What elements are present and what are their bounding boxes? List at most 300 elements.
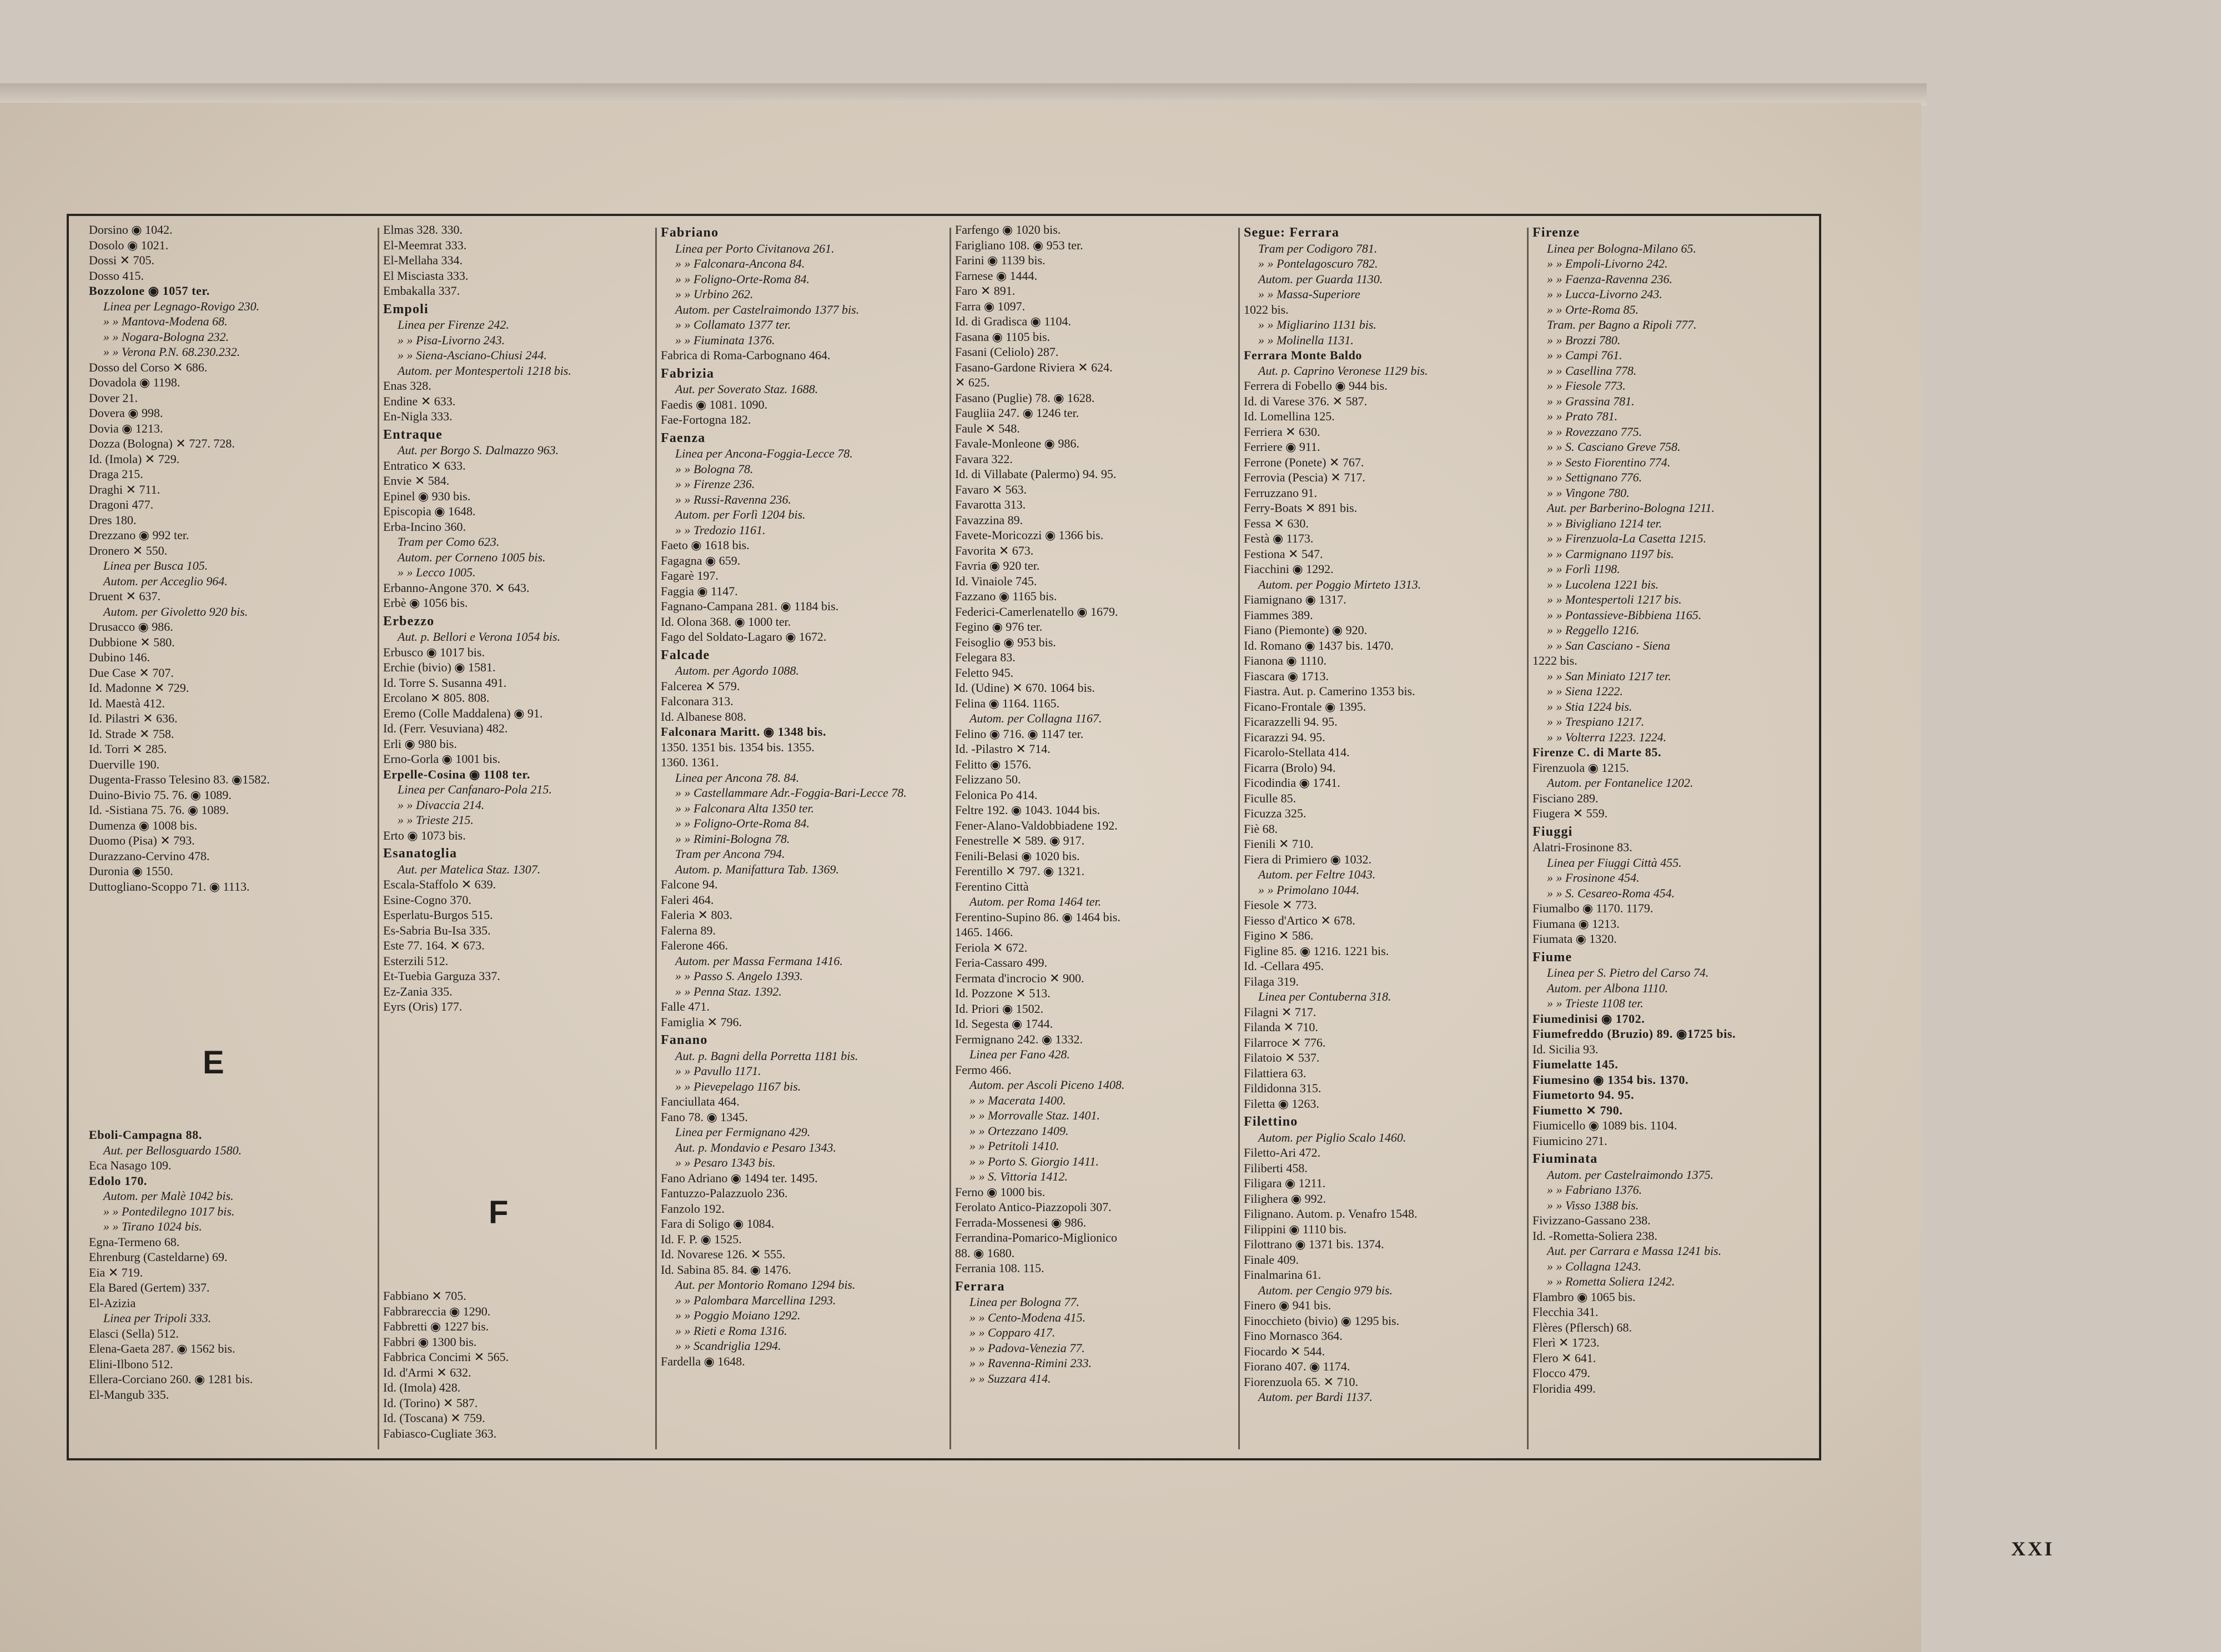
index-entry: Favazzina 89. xyxy=(955,513,1023,527)
index-entry: Fiè 68. xyxy=(1244,821,1278,836)
index-entry: Fiumefreddo (Bruzio) 89. ◉1725 bis. xyxy=(1532,1027,1736,1041)
index-entry: Faule ✕ 548. xyxy=(955,421,1020,435)
index-entry: » » Morrovalle Staz. 1401. xyxy=(969,1108,1101,1122)
column-6 xyxy=(1532,222,1818,1455)
index-entry: Eboli-Campagna 88. xyxy=(89,1128,202,1142)
index-entry: » » Porto S. Giorgio 1411. xyxy=(969,1154,1099,1168)
index-entry: Favaro ✕ 563. xyxy=(955,482,1027,496)
index-entry: Felizzano 50. xyxy=(955,772,1021,786)
index-entry: Tram. per Bagno a Ripoli 777. xyxy=(1547,318,1697,332)
index-entry: Favria ◉ 920 ter. xyxy=(955,559,1040,573)
index-entry: Fiumicello ◉ 1089 bis. 1104. xyxy=(1532,1118,1677,1132)
index-entry: Falcone 94. xyxy=(661,877,718,891)
index-entry: Fisciano 289. xyxy=(1532,791,1599,805)
index-entry: » » Padova-Venezia 77. xyxy=(969,1340,1085,1355)
index-entry: Linea per Firenze 242. xyxy=(398,318,509,332)
index-entry: Favorita ✕ 673. xyxy=(955,543,1034,558)
index-entry: Ferriera ✕ 630. xyxy=(1244,424,1320,439)
index-entry: » » Casellina 778. xyxy=(1547,363,1637,378)
column-1-lower xyxy=(89,1127,375,1455)
index-entry: Autom. per Guarda 1130. xyxy=(1258,272,1383,286)
index-entry: Faro ✕ 891. xyxy=(955,284,1016,298)
index-entry: Episcopia ◉ 1648. xyxy=(383,504,476,518)
index-entry: » » S. Cesareo-Roma 454. xyxy=(1547,886,1675,900)
index-entry: Este 77. 164. ✕ 673. xyxy=(383,938,485,952)
index-entry: » » Passo S. Angelo 1393. xyxy=(675,969,803,983)
index-entry: Fivizzano-Gassano 238. xyxy=(1532,1213,1651,1227)
index-entry: Aut. per Bellosguardo 1580. xyxy=(103,1143,242,1157)
index-entry: Filottrano ◉ 1371 bis. 1374. xyxy=(1244,1237,1384,1251)
index-entry: Ficarazzi 94. 95. xyxy=(1244,730,1325,744)
index-entry: » » Pontedilegno 1017 bis. xyxy=(103,1204,235,1218)
index-entry: Ficuzza 325. xyxy=(1244,806,1307,820)
index-entry: Id. d'Armi ✕ 632. xyxy=(383,1365,471,1379)
index-entry: Filettino xyxy=(1244,1114,1298,1129)
index-entry: Autom. per Collagna 1167. xyxy=(969,711,1102,725)
index-entry: Esterzili 512. xyxy=(383,953,449,968)
index-entry: Feria-Cassaro 499. xyxy=(955,956,1048,970)
index-entry: Fasano (Puglie) 78. ◉ 1628. xyxy=(955,390,1095,405)
index-entry: » » Collamato 1377 ter. xyxy=(675,318,791,332)
index-entry: Fagarè 197. xyxy=(661,569,718,583)
index-entry: Flères (Pflersch) 68. xyxy=(1532,1320,1632,1334)
column-rule xyxy=(655,228,657,1449)
index-entry: Farini ◉ 1139 bis. xyxy=(955,253,1046,267)
index-entry: Erpelle-Cosina ◉ 1108 ter. xyxy=(383,767,530,781)
index-entry: Eremo (Colle Maddalena) ◉ 91. xyxy=(383,706,543,720)
index-entry: Fermo 466. xyxy=(955,1062,1012,1077)
index-entry: Flambro ◉ 1065 bis. xyxy=(1532,1289,1636,1304)
index-entry: Firenze C. di Marte 85. xyxy=(1532,745,1662,759)
index-entry: Fiugera ✕ 559. xyxy=(1532,806,1608,820)
index-entry: Autom. per Fontanelice 1202. xyxy=(1547,776,1694,790)
index-entry: » » Firenze 236. xyxy=(675,477,755,491)
index-entry: Fino Mornasco 364. xyxy=(1244,1329,1343,1343)
index-entry: Ferentino-Supino 86. ◉ 1464 bis. xyxy=(955,910,1120,924)
index-entry: Fiesole ✕ 773. xyxy=(1244,898,1317,912)
index-entry: Fiumesino ◉ 1354 bis. 1370. xyxy=(1532,1072,1689,1087)
index-entry: Ficarolo-Stellata 414. xyxy=(1244,745,1350,759)
index-entry: Farigliano 108. ◉ 953 ter. xyxy=(955,238,1083,252)
index-entry: » » Brozzi 780. xyxy=(1547,333,1621,347)
index-entry: Id. Torri ✕ 285. xyxy=(89,742,167,756)
index-entry: Ferriere ◉ 911. xyxy=(1244,440,1320,454)
index-entry: Draga 215. xyxy=(89,467,143,481)
index-entry: Duino-Bivio 75. 76. ◉ 1089. xyxy=(89,787,232,802)
index-entry: Fiascara ◉ 1713. xyxy=(1244,669,1329,683)
index-entry: Ferrovia (Pescia) ✕ 717. xyxy=(1244,470,1365,484)
index-entry: Id. (Imola) 428. xyxy=(383,1380,461,1394)
index-entry: » » Petritoli 1410. xyxy=(969,1139,1059,1153)
index-entry: » » Pievepelago 1167 bis. xyxy=(675,1079,801,1093)
index-entry: Autom. per Bardi 1137. xyxy=(1258,1390,1373,1404)
index-entry: Autom. per Massa Fermana 1416. xyxy=(675,953,843,968)
index-entry: Famiglia ✕ 796. xyxy=(661,1015,742,1029)
index-entry: Id. Sicilia 93. xyxy=(1532,1042,1599,1056)
index-entry: Fagagna ◉ 659. xyxy=(661,553,741,568)
index-entry: Firenze xyxy=(1532,225,1580,240)
index-entry: Falcade xyxy=(661,647,710,662)
index-entry: Fiera di Primiero ◉ 1032. xyxy=(1244,852,1372,866)
index-entry: Feriola ✕ 672. xyxy=(955,940,1028,955)
index-entry: Filignano. Autom. p. Venafro 1548. xyxy=(1244,1207,1418,1221)
index-entry: Fiorenzuola 65. ✕ 710. xyxy=(1244,1374,1359,1389)
index-entry: Fiano (Piemonte) ◉ 920. xyxy=(1244,623,1368,637)
index-entry: Ellera-Corciano 260. ◉ 1281 bis. xyxy=(89,1372,253,1386)
index-entry: Autom. per Castelraimondo 1377 bis. xyxy=(675,302,860,317)
index-entry: 88. ◉ 1680. xyxy=(955,1246,1015,1260)
index-entry: » » Collagna 1243. xyxy=(1547,1259,1641,1273)
index-entry: » » Migliarino 1131 bis. xyxy=(1258,318,1376,332)
index-entry: Dres 180. xyxy=(89,513,137,527)
index-entry: Id. Novarese 126. ✕ 555. xyxy=(661,1247,786,1261)
index-entry: Fiuggi xyxy=(1532,824,1573,839)
index-entry: » » Siena-Asciano-Chiusi 244. xyxy=(398,348,547,362)
index-entry: Favete-Moricozzi ◉ 1366 bis. xyxy=(955,528,1104,542)
index-entry: Ficarazzelli 94. 95. xyxy=(1244,715,1338,729)
index-entry: Fae-Fortogna 182. xyxy=(661,413,751,426)
index-entry: Autom. p. Manifattura Tab. 1369. xyxy=(675,862,839,876)
index-entry: Bozzolone ◉ 1057 ter. xyxy=(89,284,210,298)
index-entry: Faenza xyxy=(661,430,706,445)
index-entry: Aut. per Soverato Staz. 1688. xyxy=(675,382,818,396)
index-entry: » » Lucca-Livorno 243. xyxy=(1547,287,1662,301)
index-entry: Esperlatu-Burgos 515. xyxy=(383,908,493,922)
index-entry: Id. di Villabate (Palermo) 94. 95. xyxy=(955,467,1117,481)
index-entry: Fienili ✕ 710. xyxy=(1244,837,1314,851)
index-entry: Erba-Incino 360. xyxy=(383,519,466,534)
index-entry: Ferrandina-Pomarico-Miglionico xyxy=(955,1231,1118,1244)
index-entry: Filiberti 458. xyxy=(1244,1161,1308,1175)
index-entry: Dovia ◉ 1213. xyxy=(89,421,163,435)
index-entry: » » Divaccia 214. xyxy=(398,797,485,812)
index-entry: » » Pontelagoscuro 782. xyxy=(1258,257,1378,270)
index-entry: » » Foligno-Orte-Roma 84. xyxy=(675,272,810,286)
index-entry: Dubbione ✕ 580. xyxy=(89,635,175,649)
index-entry: Felina ◉ 1164. 1165. xyxy=(955,696,1060,710)
index-entry: Fildidonna 315. xyxy=(1244,1081,1321,1095)
index-entry: Segue: Ferrara xyxy=(1244,225,1340,240)
index-entry: Falcerea ✕ 579. xyxy=(661,679,740,693)
index-entry: » » Faenza-Ravenna 236. xyxy=(1547,272,1673,286)
index-entry: Linea per Ancona-Foggia-Lecce 78. xyxy=(675,446,853,460)
index-entry: Erbè ◉ 1056 bis. xyxy=(383,596,468,610)
index-entry: » » Castellammare Adr.-Foggia-Bari-Lecce 78. xyxy=(675,786,907,800)
index-entry: Fabbretti ◉ 1227 bis. xyxy=(383,1319,489,1333)
index-entry: Id. (Ferr. Vesuviana) 482. xyxy=(383,721,508,735)
index-entry: Tram per Como 623. xyxy=(398,535,500,549)
index-entry: Fazzano ◉ 1165 bis. xyxy=(955,589,1057,603)
index-entry: » » S. Vittoria 1412. xyxy=(969,1169,1068,1183)
index-entry: Autom. per Roma 1464 ter. xyxy=(969,895,1102,908)
index-entry: » » Poggio Moiano 1292. xyxy=(675,1308,801,1322)
index-entry: Entraque xyxy=(383,427,443,442)
index-entry: » » Prato 781. xyxy=(1547,409,1618,423)
index-entry: » » Mantova-Modena 68. xyxy=(103,314,228,328)
index-entry: Dosso del Corso ✕ 686. xyxy=(89,360,208,374)
index-entry: Erbusco ◉ 1017 bis. xyxy=(383,645,485,659)
index-entry: Embakalla 337. xyxy=(383,284,460,298)
column-5 xyxy=(1244,222,1524,1455)
index-entry: Fara di Soligo ◉ 1084. xyxy=(661,1217,775,1231)
index-entry: Edolo 170. xyxy=(89,1173,148,1188)
index-entry: » » Macerata 1400. xyxy=(969,1093,1066,1107)
index-entry: Fanzolo 192. xyxy=(661,1201,725,1216)
index-entry: Entratico ✕ 633. xyxy=(383,458,466,473)
index-entry: Farfengo ◉ 1020 bis. xyxy=(955,223,1061,237)
index-entry: Id. Olona 368. ◉ 1000 ter. xyxy=(661,614,791,629)
index-entry: Aut. per Carrara e Massa 1241 bis. xyxy=(1547,1244,1722,1258)
index-entry: Falerone 466. xyxy=(661,938,728,952)
index-entry: » » Russi-Ravenna 236. xyxy=(675,492,791,506)
index-entry: Ercolano ✕ 805. 808. xyxy=(383,691,490,705)
index-entry: Fiumana ◉ 1213. xyxy=(1532,916,1620,931)
index-entry: Autom. per Givoletto 920 bis. xyxy=(103,604,248,619)
index-entry: » » Rieti e Roma 1316. xyxy=(675,1323,787,1338)
index-entry: Figino ✕ 586. xyxy=(1244,928,1314,942)
index-entry: Aut. per Borgo S. Dalmazzo 963. xyxy=(398,443,559,457)
index-entry: Dovadola ◉ 1198. xyxy=(89,375,180,389)
index-entry: » » San Casciano - Siena xyxy=(1547,638,1670,652)
index-entry: Fiumedinisi ◉ 1702. xyxy=(1532,1011,1645,1026)
index-entry: » » S. Casciano Greve 758. xyxy=(1547,440,1681,454)
index-entry: Filippini ◉ 1110 bis. xyxy=(1244,1222,1347,1236)
index-entry: Ferno ◉ 1000 bis. xyxy=(955,1184,1046,1199)
index-entry: Fabiasco-Cugliate 363. xyxy=(383,1426,497,1440)
index-entry: Id. (Udine) ✕ 670. 1064 bis. xyxy=(955,681,1095,695)
index-entry: Id. Lomellina 125. xyxy=(1244,409,1335,423)
index-entry: Linea per Porto Civitanova 261. xyxy=(675,241,835,255)
index-entry: Fano 78. ◉ 1345. xyxy=(661,1109,748,1124)
index-entry: Elmas 328. 330. xyxy=(383,223,463,237)
index-entry: Id. -Sistiana 75. 76. ◉ 1089. xyxy=(89,803,229,817)
index-entry: Autom. per Ascoli Piceno 1408. xyxy=(969,1078,1125,1092)
index-entry: Id. (Toscana) ✕ 759. xyxy=(383,1411,485,1425)
index-entry: Ferentillo ✕ 797. ◉ 1321. xyxy=(955,864,1085,878)
index-entry: Fiammes 389. xyxy=(1244,607,1313,622)
index-entry: » » Stia 1224 bis. xyxy=(1547,699,1632,714)
index-entry: Duerville 190. xyxy=(89,757,160,771)
index-entry: Favara 322. xyxy=(955,451,1013,466)
index-entry: Faedis ◉ 1081. 1090. xyxy=(661,397,768,411)
index-entry: Dossi ✕ 705. xyxy=(89,253,155,267)
index-entry: Esanatoglia xyxy=(383,846,458,861)
index-entry: Fabbrica Concimi ✕ 565. xyxy=(383,1350,509,1364)
index-entry: Autom. per Malè 1042 bis. xyxy=(103,1189,234,1203)
index-entry: » » Trespiano 1217. xyxy=(1547,715,1645,729)
index-entry: Feletto 945. xyxy=(955,665,1014,680)
index-entry: Empoli xyxy=(383,302,429,317)
index-entry: » » Rimini-Bologna 78. xyxy=(675,831,790,846)
index-entry: » » Fabriano 1376. xyxy=(1547,1183,1642,1197)
index-entry: Fener-Alano-Valdobbiadene 192. xyxy=(955,818,1118,832)
page-number: XXI xyxy=(2011,1538,2054,1560)
index-entry: Linea per Legnago-Rovigo 230. xyxy=(103,299,260,313)
index-entry: Due Case ✕ 707. xyxy=(89,665,174,680)
index-entry: Faggia ◉ 1147. xyxy=(661,584,738,598)
index-entry: Felonica Po 414. xyxy=(955,787,1038,802)
index-entry: Id. Madonne ✕ 729. xyxy=(89,681,189,695)
index-entry: Aut. p. Mondavio e Pesaro 1343. xyxy=(675,1140,837,1154)
index-entry: Floridia 499. xyxy=(1532,1381,1596,1395)
index-entry: Farnese ◉ 1444. xyxy=(955,268,1038,283)
index-entry: Festiona ✕ 547. xyxy=(1244,546,1323,561)
index-entry: Fabrizia xyxy=(661,366,715,381)
index-entry: Falconara Maritt. ◉ 1348 bis. xyxy=(661,725,827,739)
index-entry: Ficano-Frontale ◉ 1395. xyxy=(1244,699,1366,714)
index-entry: » » Trieste 215. xyxy=(398,813,474,827)
index-entry: » » Volterra 1223. 1224. xyxy=(1547,730,1667,744)
index-entry: Finero ◉ 941 bis. xyxy=(1244,1298,1331,1312)
index-entry: » » Lucolena 1221 bis. xyxy=(1547,577,1659,591)
index-entry: » » Penna Staz. 1392. xyxy=(675,984,782,998)
index-entry: Fago del Soldato-Lagaro ◉ 1672. xyxy=(661,630,827,644)
index-entry: » » Nogara-Bologna 232. xyxy=(103,329,229,344)
index-entry: Farra ◉ 1097. xyxy=(955,299,1026,313)
index-entry: Fenili-Belasi ◉ 1020 bis. xyxy=(955,848,1080,863)
index-entry: Autom. per Cengio 979 bis. xyxy=(1258,1283,1393,1297)
index-entry: Autom. per Castelraimondo 1375. xyxy=(1547,1167,1714,1182)
index-entry: Filanda ✕ 710. xyxy=(1244,1020,1318,1034)
index-entry: Linea per Bologna-Milano 65. xyxy=(1547,241,1696,255)
index-entry: Linea per Ancona 78. 84. xyxy=(675,770,800,785)
index-entry: » » Firenzuola-La Casetta 1215. xyxy=(1547,531,1707,545)
index-entry: Falle 471. xyxy=(661,1000,710,1013)
index-entry: Falerna 89. xyxy=(661,923,716,937)
index-entry: Autom. per Feltre 1043. xyxy=(1258,867,1376,881)
index-entry: Dumenza ◉ 1008 bis. xyxy=(89,818,198,832)
index-entry: Fiumelatte 145. xyxy=(1532,1057,1619,1071)
index-entry: Dovera ◉ 998. xyxy=(89,406,163,420)
index-entry: Fanano xyxy=(661,1033,708,1047)
index-entry: Id. F. P. ◉ 1525. xyxy=(661,1232,742,1246)
index-entry: Favarotta 313. xyxy=(955,498,1026,511)
index-entry: Drezzano ◉ 992 ter. xyxy=(89,528,189,542)
index-entry: Felino ◉ 716. ◉ 1147 ter. xyxy=(955,726,1084,741)
index-entry: Autom. per Agordo 1088. xyxy=(675,664,800,677)
index-entry: Ficulle 85. xyxy=(1244,791,1297,805)
index-entry: Linea per Fiuggi Città 455. xyxy=(1547,855,1682,870)
index-entry: Dugenta-Frasso Telesino 83. ◉1582. xyxy=(89,772,270,786)
index-entry: Linea per Canfanaro-Pola 215. xyxy=(398,782,552,796)
index-entry: » » Pesaro 1343 bis. xyxy=(675,1156,776,1169)
index-entry: » » Molinella 1131. xyxy=(1258,333,1354,347)
index-entry: » » Rometta Soliera 1242. xyxy=(1547,1274,1675,1288)
index-entry: » » Cento-Modena 415. xyxy=(969,1310,1086,1324)
index-entry: Epinel ◉ 930 bis. xyxy=(383,489,471,503)
index-entry: » » Sesto Fiorentino 774. xyxy=(1547,455,1671,469)
index-entry: Aut. per Montorio Romano 1294 bis. xyxy=(675,1278,856,1292)
index-entry: Id. (Torino) ✕ 587. xyxy=(383,1395,478,1410)
index-entry: El Misciasta 333. xyxy=(383,268,469,283)
index-entry: Eyrs (Oris) 177. xyxy=(383,1000,463,1013)
index-entry: Ferrania 108. 115. xyxy=(955,1261,1044,1275)
index-entry: » » Carmignano 1197 bis. xyxy=(1547,546,1674,561)
index-entry: Id. Albanese 808. xyxy=(661,709,746,724)
index-entry: Id. -Rometta-Soliera 238. xyxy=(1532,1228,1657,1243)
index-entry: Id. -Cellara 495. xyxy=(1244,959,1324,973)
index-entry: Fantuzzo-Palazzuolo 236. xyxy=(661,1186,788,1200)
index-entry: Erbezzo xyxy=(383,614,435,629)
index-entry: Elini-Ilbono 512. xyxy=(89,1357,173,1371)
index-entry: Id. Sabina 85. 84. ◉ 1476. xyxy=(661,1262,791,1277)
index-entry: Faeto ◉ 1618 bis. xyxy=(661,538,750,552)
index-entry: » » Orte-Roma 85. xyxy=(1547,302,1639,317)
index-entry: Dozza (Bologna) ✕ 727. 728. xyxy=(89,436,235,450)
index-entry: » » Lecco 1005. xyxy=(398,565,476,579)
index-entry: » » Copparo 417. xyxy=(969,1325,1056,1339)
index-entry: Filattiera 63. xyxy=(1244,1066,1307,1080)
index-entry: Egna-Termeno 68. xyxy=(89,1234,180,1249)
index-entry: Fasana ◉ 1105 bis. xyxy=(955,329,1051,344)
index-entry: » » Tredozio 1161. xyxy=(675,523,766,537)
index-entry: Faleria ✕ 803. xyxy=(661,908,733,922)
index-entry: Fabbri ◉ 1300 bis. xyxy=(383,1334,477,1349)
index-entry: Fasano-Gardone Riviera ✕ 624. xyxy=(955,360,1113,374)
index-entry: » » Scandriglia 1294. xyxy=(675,1339,781,1353)
index-entry: » » Visso 1388 bis. xyxy=(1547,1198,1639,1212)
index-entry: El-Mangub 335. xyxy=(89,1387,169,1402)
index-entry: Linea per Busca 105. xyxy=(103,559,208,573)
index-entry: Fagnano-Campana 281. ◉ 1184 bis. xyxy=(661,599,839,613)
index-entry: Id. Strade ✕ 758. xyxy=(89,726,174,741)
index-entry: Filighera ◉ 992. xyxy=(1244,1191,1326,1206)
index-entry: Dragoni 477. xyxy=(89,498,154,511)
index-entry: Fiumetorto 94. 95. xyxy=(1532,1088,1635,1102)
index-entry: Figline 85. ◉ 1216. 1221 bis. xyxy=(1244,943,1389,958)
index-entry: Fabrica di Roma-Carbognano 464. xyxy=(661,348,831,362)
index-entry: Fermignano 242. ◉ 1332. xyxy=(955,1032,1083,1046)
index-entry: Fianona ◉ 1110. xyxy=(1244,654,1326,667)
index-entry: Finalmarina 61. xyxy=(1244,1268,1321,1282)
index-entry: Id. -Pilastro ✕ 714. xyxy=(955,742,1051,756)
section-letter-e: E xyxy=(203,1045,224,1081)
index-entry: Flerì ✕ 1723. xyxy=(1532,1335,1600,1349)
index-entry: Ficarra (Brolo) 94. xyxy=(1244,760,1336,775)
index-entry: Flocco 479. xyxy=(1532,1366,1590,1380)
column-rule xyxy=(1527,228,1529,1449)
index-entry: Dosso 415. xyxy=(89,268,144,283)
index-entry: Duronia ◉ 1550. xyxy=(89,864,173,878)
index-entry: Erto ◉ 1073 bis. xyxy=(383,828,466,842)
index-entry: Id. Pozzone ✕ 513. xyxy=(955,986,1051,1000)
index-entry: Flecchia 341. xyxy=(1532,1305,1599,1319)
index-entry: » » Pavullo 1171. xyxy=(675,1064,761,1078)
index-entry: Firenzuola ◉ 1215. xyxy=(1532,760,1629,775)
index-entry: Id. Romano ◉ 1437 bis. 1470. xyxy=(1244,638,1394,652)
index-entry: Ferrone (Ponete) ✕ 767. xyxy=(1244,455,1364,469)
index-entry: Tram per Ancona 794. xyxy=(675,847,785,861)
index-entry: Id. Vinaiole 745. xyxy=(955,574,1037,588)
index-entry: Filigara ◉ 1211. xyxy=(1244,1176,1326,1190)
index-entry: Durazzano-Cervino 478. xyxy=(89,848,210,863)
index-entry: El-Azizia xyxy=(89,1296,136,1310)
index-entry: Autom. per Corneno 1005 bis. xyxy=(398,550,546,564)
index-entry: 1350. 1351 bis. 1354 bis. 1355. xyxy=(661,740,815,754)
index-entry: Ferrera di Fobello ◉ 944 bis. xyxy=(1244,379,1388,393)
index-entry: Aut. per Matelica Staz. 1307. xyxy=(398,862,541,876)
index-entry: Linea per Fermignano 429. xyxy=(675,1125,811,1139)
index-entry: Fiesso d'Artico ✕ 678. xyxy=(1244,913,1355,927)
index-entry: Feltre 192. ◉ 1043. 1044 bis. xyxy=(955,803,1101,817)
index-entry: Fabbrareccia ◉ 1290. xyxy=(383,1304,491,1318)
index-entry: » » Ravenna-Rimini 233. xyxy=(969,1356,1092,1370)
column-rule xyxy=(378,228,379,1449)
index-entry: Linea per S. Pietro del Carso 74. xyxy=(1547,966,1709,980)
index-entry: Fiamignano ◉ 1317. xyxy=(1244,592,1346,606)
index-entry: Linea per Fano 428. xyxy=(969,1047,1070,1061)
index-entry: Felegara 83. xyxy=(955,650,1016,664)
